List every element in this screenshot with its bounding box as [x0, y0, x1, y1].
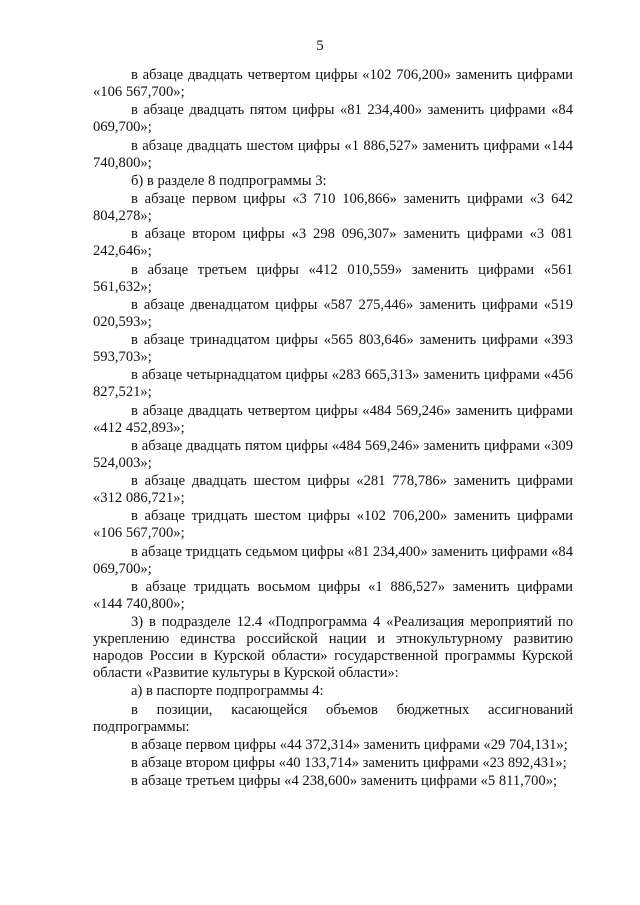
paragraph: б) в разделе 8 подпрограммы 3: [131, 172, 327, 189]
paragraph: в абзаце первом цифры «44 372,314» заменить цифрами «29 704,131»; [131, 736, 568, 753]
paragraph: 3) в подразделе 12.4 «Подпрограмма 4 «Реализация мероприятий по укреплению единства российской нации и этнокультурному развитию народов России в Курской области» государственной программы Курской области «Развитие культуры в Курской области»: [93, 614, 573, 681]
paragraph: в абзаце втором цифры «3 298 096,307» заменить цифрами «3 081 242,646»; [93, 226, 573, 260]
paragraph: в абзаце двадцать пятом цифры «81 234,400» заменить цифрами «84 069,700»; [93, 102, 573, 136]
paragraph: в абзаце тридцать седьмом цифры «81 234,400» заменить цифрами «84 069,700»; [93, 543, 573, 577]
document-body [93, 67, 573, 792]
paragraph: в абзаце четырнадцатом цифры «283 665,313» заменить цифрами «456 827,521»; [93, 367, 573, 401]
paragraph: в абзаце двадцать шестом цифры «281 778,786» заменить цифрами «312 086,721»; [93, 473, 573, 506]
paragraph: в абзаце двадцать четвертом цифры «484 569,246» заменить цифрами «412 452,893»; [93, 402, 573, 436]
paragraph: в абзаце первом цифры «3 710 106,866» заменить цифрами «3 642 804,278»; [93, 191, 573, 224]
paragraph: в позиции, касающейся объемов бюджетных ассигнований подпрограммы: [93, 701, 573, 735]
paragraph: в абзаце двадцать пятом цифры «484 569,246» заменить цифрами «309 524,003»; [93, 437, 573, 471]
paragraph: в абзаце двенадцатом цифры «587 275,446» заменить цифрами «519 020,593»; [93, 296, 573, 330]
paragraph: в абзаце тридцать восьмом цифры «1 886,527» заменить цифрами «144 740,800»; [93, 578, 573, 612]
paragraph: в абзаце втором цифры «40 133,714» заменить цифрами «23 892,431»; [131, 755, 567, 771]
paragraph: в абзаце двадцать шестом цифры «1 886,527» заменить цифрами «144 740,800»; [93, 137, 573, 171]
page-number: 5 [316, 38, 324, 54]
paragraph: в абзаце тринадцатом цифры «565 803,646» заменить цифрами «393 593,703»; [93, 332, 573, 365]
paragraph: в абзаце тридцать шестом цифры «102 706,200» заменить цифрами «106 567,700»; [93, 508, 573, 542]
paragraph: в абзаце третьем цифры «412 010,559» заменить цифрами «561 561,632»; [93, 261, 573, 295]
paragraph: а) в паспорте подпрограммы 4: [131, 683, 324, 700]
paragraph: в абзаце двадцать четвертом цифры «102 706,200» заменить цифрами «106 567,700»; [93, 67, 573, 100]
paragraph: в абзаце третьем цифры «4 238,600» заменить цифрами «5 811,700»; [131, 773, 558, 790]
